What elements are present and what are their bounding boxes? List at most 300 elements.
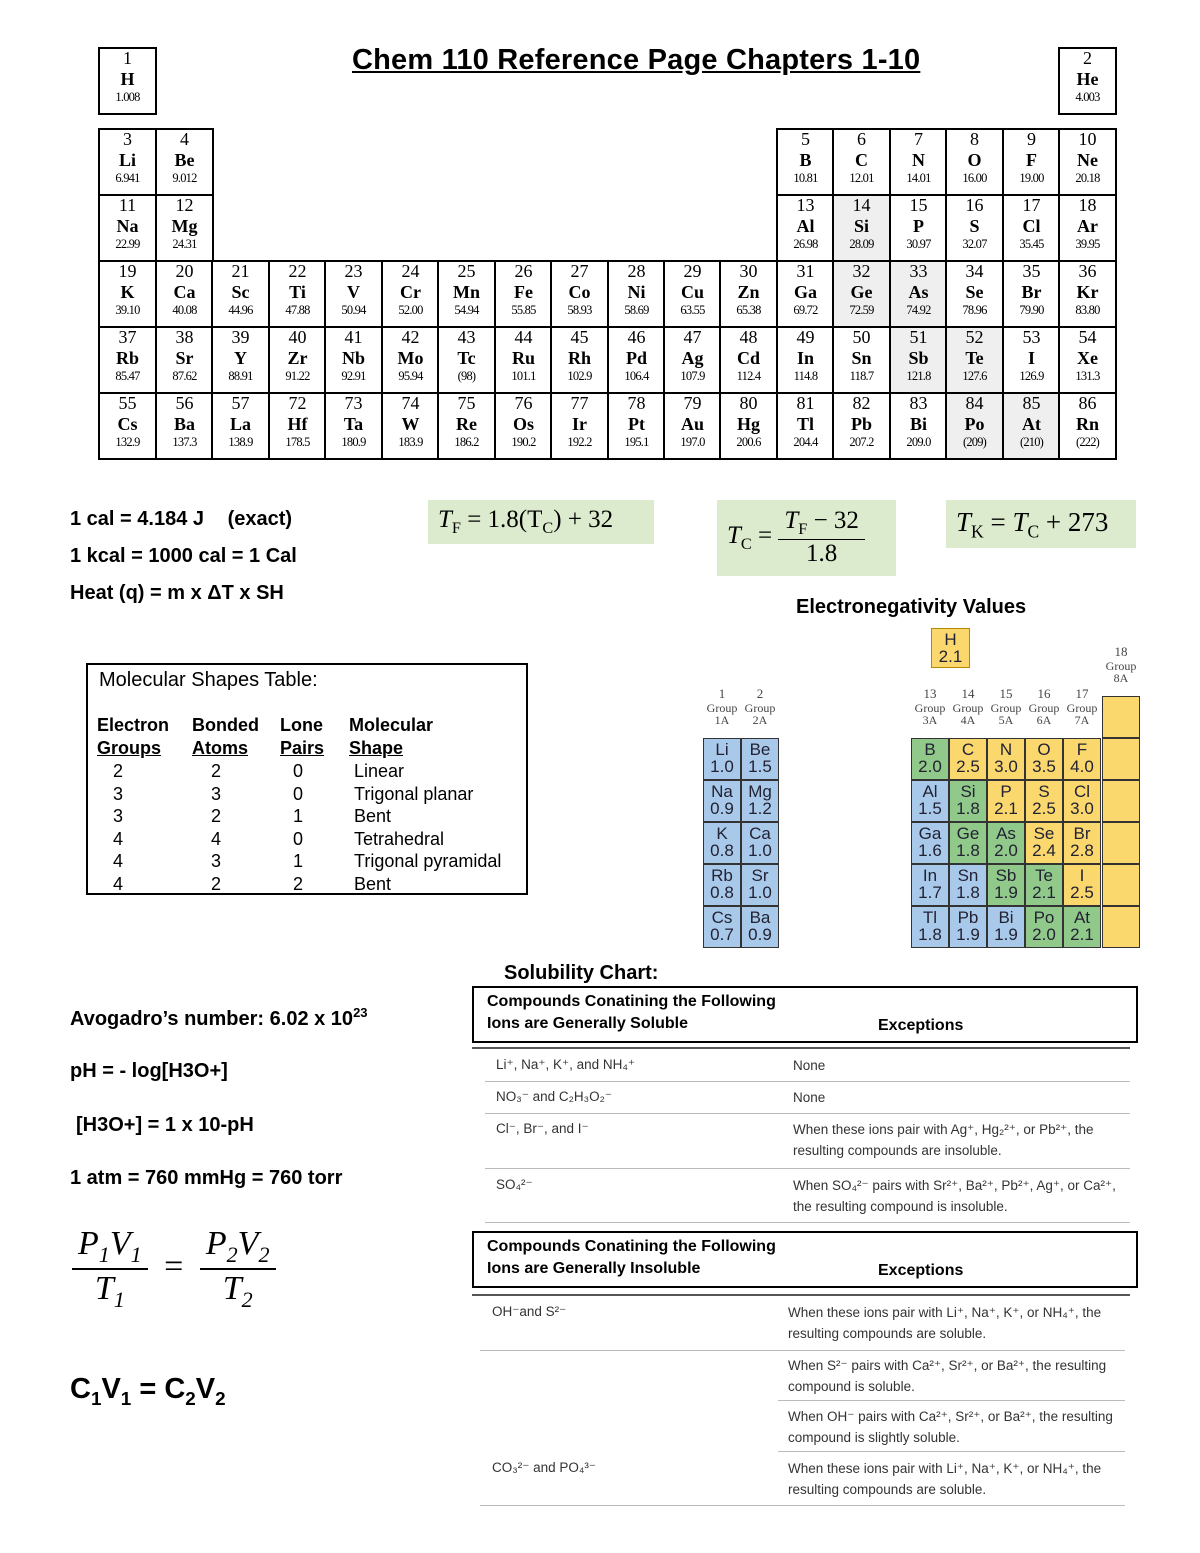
- atomic-mass: 197.0: [680, 435, 705, 449]
- element-na: [98, 194, 157, 262]
- en-bi: [987, 906, 1025, 948]
- shape-cell: 2: [211, 873, 222, 894]
- en-val: 2.1: [994, 799, 1018, 818]
- tc-denominator: 1.8: [806, 540, 838, 567]
- element-symbol: V: [347, 282, 360, 302]
- atomic-number: 5: [801, 129, 810, 149]
- element-mo: [381, 326, 440, 394]
- sol-header-line1: Compounds Conatining the Following: [487, 1238, 776, 1255]
- en-na: [703, 780, 741, 822]
- atomic-mass: 58.93: [567, 303, 592, 317]
- sol-rule: [778, 1400, 1125, 1401]
- element-v: [324, 260, 383, 328]
- en-val: 1.8: [956, 883, 980, 902]
- group-number: 15: [999, 686, 1013, 701]
- atomic-mass: 186.2: [454, 435, 479, 449]
- en-ga: [911, 822, 949, 864]
- en-se: [1025, 822, 1063, 864]
- atomic-number: 76: [514, 393, 533, 413]
- element-symbol: Zr: [287, 348, 308, 368]
- en-sym: Se: [1033, 824, 1055, 843]
- shape-cell: 3: [113, 806, 124, 826]
- element-kr: [1058, 260, 1117, 328]
- element-cl: [1002, 194, 1061, 262]
- element-ni: [607, 260, 666, 328]
- en-at: [1063, 906, 1101, 948]
- shape-cell: 2: [211, 761, 222, 781]
- atomic-number: 40: [288, 327, 307, 347]
- atomic-mass: 121.8: [906, 369, 931, 383]
- atomic-mass: 195.1: [624, 435, 649, 449]
- en-as: [987, 822, 1025, 864]
- shape-header: Molecular: [349, 715, 434, 735]
- sol-rule: [778, 1451, 1125, 1452]
- shapes-table-title: Molecular Shapes Table:: [99, 669, 318, 691]
- element-tc: [437, 326, 496, 394]
- atomic-mass: 40.08: [172, 303, 197, 317]
- atomic-number: 17: [1022, 195, 1041, 215]
- shape-header-sub: Groups: [97, 738, 162, 758]
- en-sym: Sb: [995, 866, 1017, 885]
- sol-ion: Cl⁻, Br⁻, and I⁻: [496, 1121, 589, 1136]
- element-ta: [324, 392, 383, 460]
- element-symbol: Os: [512, 414, 534, 434]
- element-symbol: Mg: [171, 216, 198, 236]
- shape-cell: Bent: [354, 873, 392, 894]
- tk-tail: + 273: [1045, 507, 1109, 537]
- shape-header: Bonded: [192, 715, 259, 735]
- molecular-shapes-table: [86, 663, 528, 895]
- element-symbol: Be: [174, 150, 195, 170]
- group-number: 16: [1037, 686, 1051, 701]
- element-xe: [1058, 326, 1117, 394]
- element-symbol: As: [908, 282, 929, 302]
- element-symbol: Cl: [1022, 216, 1041, 236]
- atomic-number: 79: [683, 393, 702, 413]
- en-li: [703, 738, 741, 780]
- atomic-mass: (210): [1019, 435, 1044, 449]
- element-symbol: Rn: [1075, 414, 1099, 434]
- atomic-mass: 1.008: [115, 90, 140, 104]
- en-val: 1.0: [748, 883, 772, 902]
- atomic-mass: 39.10: [115, 303, 140, 317]
- en-val: 2.0: [994, 841, 1018, 860]
- group-label: [1063, 688, 1101, 726]
- element-symbol: Hg: [736, 414, 760, 434]
- en-be: [741, 738, 779, 780]
- element-zn: [719, 260, 778, 328]
- sol-rule: [472, 1294, 1130, 1296]
- atomic-mass: 180.9: [341, 435, 366, 449]
- element-symbol: Mn: [453, 282, 480, 302]
- atomic-number: 42: [401, 327, 420, 347]
- atomic-mass: 72.59: [849, 303, 874, 317]
- sol-header-line2: Ions are Generally Insoluble: [487, 1260, 701, 1277]
- element-mg: [155, 194, 214, 262]
- en-val: 2.5: [1032, 799, 1056, 818]
- avogadro-text: Avogadro’s number: 6.02 x 10: [70, 1008, 354, 1030]
- en-o: [1025, 738, 1063, 780]
- element-rb: [98, 326, 157, 394]
- element-symbol: La: [229, 414, 251, 434]
- atomic-number: 14: [852, 195, 871, 215]
- atomic-mass: 107.9: [680, 369, 705, 383]
- shape-header-sub: Pairs: [280, 738, 325, 758]
- en-val: 2.1: [1032, 883, 1056, 902]
- en-val: 0.9: [748, 925, 772, 944]
- en-cs: [703, 906, 741, 948]
- en-noble-cell: [1102, 738, 1140, 780]
- en-val: 2.5: [956, 757, 980, 776]
- element-symbol: Au: [680, 414, 704, 434]
- sol-exception: When these ions pair with Li⁺, Na⁺, K⁺, or NH₄⁺, the resulting compounds are soluble.: [788, 1305, 1102, 1341]
- en-sym: Te: [1035, 866, 1053, 885]
- group-word: Group: [914, 701, 946, 715]
- element-he: [1058, 47, 1117, 115]
- atomic-number: 75: [457, 393, 476, 413]
- avogadro-exponent: 23: [353, 1005, 368, 1020]
- element-symbol: In: [796, 348, 814, 368]
- atomic-mass: 20.18: [1075, 171, 1100, 185]
- element-li: [98, 128, 157, 196]
- atomic-number: 1: [123, 48, 132, 68]
- element-ag: [663, 326, 722, 394]
- atomic-number: 82: [852, 393, 871, 413]
- en-val: 4.0: [1070, 757, 1094, 776]
- group-word: Group: [952, 701, 984, 715]
- celsius-formula: $T_C$ = $\frac{T_F - 32}{1.8}$: [717, 500, 896, 576]
- sol-rule: [485, 1081, 1130, 1082]
- en-sym: Pb: [957, 908, 979, 927]
- element-h: [98, 47, 157, 115]
- atomic-mass: 32.07: [962, 237, 987, 251]
- en-val: 1.9: [994, 925, 1018, 944]
- element-symbol: At: [1022, 414, 1041, 434]
- element-br: [1002, 260, 1061, 328]
- tf-rhs: = 1.8(T: [467, 506, 543, 533]
- atomic-number: 53: [1022, 327, 1041, 347]
- group-sub: 7A: [1074, 713, 1090, 727]
- en-ca: [741, 822, 779, 864]
- element-f: [1002, 128, 1061, 196]
- atomic-number: 22: [288, 261, 307, 281]
- atomic-number: 84: [965, 393, 984, 413]
- atomic-mass: 19.00: [1019, 171, 1044, 185]
- sol-rule: [485, 1222, 1130, 1223]
- element-la: [211, 392, 270, 460]
- group-sub: 4A: [960, 713, 976, 727]
- element-ti: [268, 260, 327, 328]
- sol-rule: [485, 1168, 1130, 1169]
- element-symbol: Rb: [115, 348, 139, 368]
- en-sym: K: [716, 824, 728, 843]
- atomic-number: 8: [970, 129, 979, 149]
- atomic-number: 3: [123, 129, 132, 149]
- element-symbol: Cd: [736, 348, 760, 368]
- element-rh: [550, 326, 609, 394]
- sol-ion: NO₃⁻ and C₂H₃O₂⁻: [496, 1089, 613, 1104]
- atomic-number: 86: [1078, 393, 1097, 413]
- en-val: 1.5: [918, 799, 942, 818]
- group-word: Group: [1066, 701, 1098, 715]
- element-hf: [268, 392, 327, 460]
- atomic-mass: 52.00: [398, 303, 423, 317]
- en-val: 1.7: [918, 883, 942, 902]
- dilution-equation: $C_1V_1 = C_2V_2$: [70, 1373, 226, 1409]
- element-re: [437, 392, 496, 460]
- en-sym: As: [996, 824, 1016, 843]
- element-symbol: Si: [853, 216, 869, 236]
- en-val: 1.0: [710, 757, 734, 776]
- shape-cell: 2: [211, 806, 222, 826]
- en-po: [1025, 906, 1063, 948]
- atomic-mass: 178.5: [285, 435, 310, 449]
- atomic-mass: 207.2: [849, 435, 874, 449]
- kelvin-formula: $T_K = T_C + 273$: [946, 500, 1136, 548]
- en-sym: Tl: [922, 908, 938, 927]
- en-f: [1063, 738, 1101, 780]
- sol-header-line2: Ions are Generally Soluble: [487, 1015, 688, 1032]
- atomic-mass: 58.69: [624, 303, 649, 317]
- atomic-mass: (222): [1075, 435, 1100, 449]
- element-al: [776, 194, 835, 262]
- en-c: [949, 738, 987, 780]
- atomic-number: 81: [796, 393, 815, 413]
- atomic-number: 80: [739, 393, 758, 413]
- element-symbol: Ge: [850, 282, 873, 302]
- atomic-number: 20: [175, 261, 194, 281]
- en-sym: B: [924, 740, 936, 759]
- atomic-number: 15: [909, 195, 928, 215]
- element-sr: [155, 326, 214, 394]
- atomic-number: 35: [1022, 261, 1041, 281]
- atomic-mass: 10.81: [793, 171, 818, 185]
- atomic-number: 51: [909, 327, 928, 347]
- element-pt: [607, 392, 666, 460]
- atomic-number: 39: [231, 327, 250, 347]
- en-noble-cell: [1102, 864, 1140, 906]
- atomic-mass: 127.6: [962, 369, 987, 383]
- en-sym: S: [1038, 782, 1050, 801]
- atomic-number: 52: [965, 327, 984, 347]
- atomic-mass: 192.2: [567, 435, 592, 449]
- en-ba: [741, 906, 779, 948]
- group-number: 1: [718, 686, 726, 701]
- element-o: [945, 128, 1004, 196]
- element-symbol: Sb: [908, 348, 929, 368]
- atomic-number: 33: [909, 261, 928, 281]
- group-sub: 8A: [1113, 671, 1129, 685]
- shape-cell: Trigonal pyramidal: [354, 851, 502, 871]
- sol-exception: When these ions pair with Ag⁺, Hg₂²⁺, or Pb²⁺, the resulting compounds are insoluble.: [793, 1122, 1094, 1158]
- atomic-number: 74: [401, 393, 420, 413]
- atomic-mass: 54.94: [454, 303, 479, 317]
- element-mn: [437, 260, 496, 328]
- en-sym: C: [961, 740, 975, 759]
- en-val: 1.0: [748, 841, 772, 860]
- element-symbol: Ba: [173, 414, 195, 434]
- atomic-mass: 24.31: [172, 237, 197, 251]
- en-val: 2.0: [1032, 925, 1056, 944]
- en-val: 1.2: [748, 799, 772, 818]
- group-word: Group: [990, 701, 1022, 715]
- atomic-mass: 30.97: [906, 237, 931, 251]
- atomic-mass: 114.8: [793, 369, 818, 383]
- exact-note: (exact): [227, 508, 293, 530]
- atomic-number: 72: [288, 393, 307, 413]
- atomic-number: 31: [796, 261, 815, 281]
- atomic-number: 10: [1078, 129, 1097, 149]
- en-val: 0.8: [710, 841, 734, 860]
- atomic-number: 55: [118, 393, 137, 413]
- element-symbol: F: [1026, 150, 1037, 170]
- element-cd: [719, 326, 778, 394]
- element-symbol: Cr: [400, 282, 421, 302]
- atomic-mass: 132.9: [115, 435, 140, 449]
- en-val: 1.9: [994, 883, 1018, 902]
- atomic-number: 23: [344, 261, 363, 281]
- group-word: Group: [744, 701, 776, 715]
- atomic-mass: 87.62: [172, 369, 197, 383]
- sol-exception: None: [793, 1058, 826, 1073]
- group-label: [949, 688, 987, 726]
- element-zr: [268, 326, 327, 394]
- combined-gas-law: $\frac{P_1V_1}{T_1}$ = $\frac{P_2V_2}{T_2}$: [72, 1225, 276, 1313]
- atomic-number: 85: [1022, 393, 1041, 413]
- element-ge: [832, 260, 891, 328]
- shape-cell: 4: [113, 828, 124, 849]
- atomic-number: 38: [175, 327, 194, 347]
- sol-ion: CO₃²⁻ and PO₄³⁻: [492, 1460, 597, 1475]
- element-symbol: Ni: [627, 282, 646, 302]
- atomic-number: 12: [175, 195, 194, 215]
- element-symbol: Rh: [567, 348, 591, 368]
- atomic-number: 27: [570, 261, 589, 281]
- atomic-mass: 69.72: [793, 303, 818, 317]
- tf-sub: F: [451, 519, 461, 537]
- group-number: 17: [1075, 686, 1089, 701]
- element-symbol: Ne: [1077, 150, 1098, 170]
- element-symbol: Hf: [287, 414, 308, 434]
- en-sym: Sr: [751, 866, 769, 885]
- shape-cell: 3: [211, 851, 222, 871]
- fahrenheit-formula: [428, 500, 654, 544]
- atomic-mass: 79.90: [1019, 303, 1044, 317]
- atomic-number: 78: [627, 393, 646, 413]
- atomic-number: 2: [1083, 48, 1092, 68]
- atomic-number: 77: [570, 393, 589, 413]
- element-sb: [889, 326, 948, 394]
- atomic-mass: 14.01: [906, 171, 931, 185]
- element-sc: [211, 260, 270, 328]
- atomic-mass: 102.9: [567, 369, 592, 383]
- element-symbol: Cs: [117, 414, 138, 434]
- en-sym: Na: [711, 782, 733, 801]
- en-val: 1.9: [956, 925, 980, 944]
- en-i: [1063, 864, 1101, 906]
- atomic-number: 16: [965, 195, 984, 215]
- en-sym: Ge: [956, 824, 980, 843]
- en-val: 3.0: [1070, 799, 1094, 818]
- shape-cell: 0: [293, 783, 304, 804]
- sol-rule: [472, 1047, 1130, 1049]
- element-symbol: Ag: [681, 348, 704, 368]
- en-val: 2.4: [1032, 841, 1056, 860]
- en-val: 1.8: [918, 925, 942, 944]
- sol-exceptions-label: Exceptions: [878, 1262, 964, 1279]
- electronegativity-title: Electronegativity Values: [796, 596, 1027, 618]
- element-bi: [889, 392, 948, 460]
- atomic-mass: 83.80: [1075, 303, 1100, 317]
- en-val: 0.9: [710, 799, 734, 818]
- en-sym: O: [1037, 740, 1051, 759]
- atomic-number: 46: [627, 327, 646, 347]
- atomic-mass: 44.96: [228, 303, 253, 317]
- element-symbol: Po: [964, 414, 985, 434]
- atomic-mass: 16.00: [962, 171, 987, 185]
- element-symbol: H: [120, 69, 135, 89]
- sol-exception: None: [793, 1090, 826, 1105]
- en-mg: [741, 780, 779, 822]
- element-symbol: Re: [456, 414, 477, 434]
- atomic-number: 4: [180, 129, 189, 149]
- element-k: [98, 260, 157, 328]
- en-pb: [949, 906, 987, 948]
- en-n: [987, 738, 1025, 780]
- group-label: [703, 688, 741, 726]
- element-ir: [550, 392, 609, 460]
- group-label: [1102, 646, 1140, 684]
- en-sr: [741, 864, 779, 906]
- atomic-mass: 183.9: [398, 435, 423, 449]
- atomic-mass: 118.7: [849, 369, 874, 383]
- group-number: 14: [961, 686, 975, 701]
- en-sym: In: [922, 866, 938, 885]
- atomic-number: 21: [231, 261, 250, 281]
- element-symbol: Pb: [850, 414, 872, 434]
- element-symbol: N: [912, 150, 925, 170]
- atomic-number: 9: [1027, 129, 1036, 149]
- atomic-mass: 190.2: [511, 435, 536, 449]
- heat-equation: Heat (q) = m x ΔT x SH: [70, 582, 284, 604]
- element-i: [1002, 326, 1061, 394]
- atomic-mass: 50.94: [341, 303, 366, 317]
- element-symbol: He: [1076, 69, 1099, 89]
- group-word: Group: [706, 701, 738, 715]
- element-symbol: Pt: [628, 414, 645, 434]
- atomic-mass: 209.0: [906, 435, 931, 449]
- en-val: 2.5: [1070, 883, 1094, 902]
- element-si: [832, 194, 891, 262]
- en-sym: Sn: [957, 866, 979, 885]
- en-sym: Ga: [918, 824, 942, 843]
- element-symbol: Tc: [457, 348, 476, 368]
- element-po: [945, 392, 1004, 460]
- sol-rule: [480, 1505, 1125, 1506]
- element-symbol: Li: [118, 150, 136, 170]
- element-symbol: Na: [116, 216, 139, 236]
- en-cl: [1063, 780, 1101, 822]
- group-number: 18: [1114, 644, 1128, 659]
- element-symbol: Mo: [397, 348, 424, 368]
- atomic-number: 30: [739, 261, 758, 281]
- en-noble-cell: [1102, 696, 1140, 738]
- en-val: 1.8: [956, 841, 980, 860]
- atomic-number: 19: [118, 261, 137, 281]
- en-sym: Li: [715, 740, 729, 759]
- element-p: [889, 194, 948, 262]
- element-s: [945, 194, 1004, 262]
